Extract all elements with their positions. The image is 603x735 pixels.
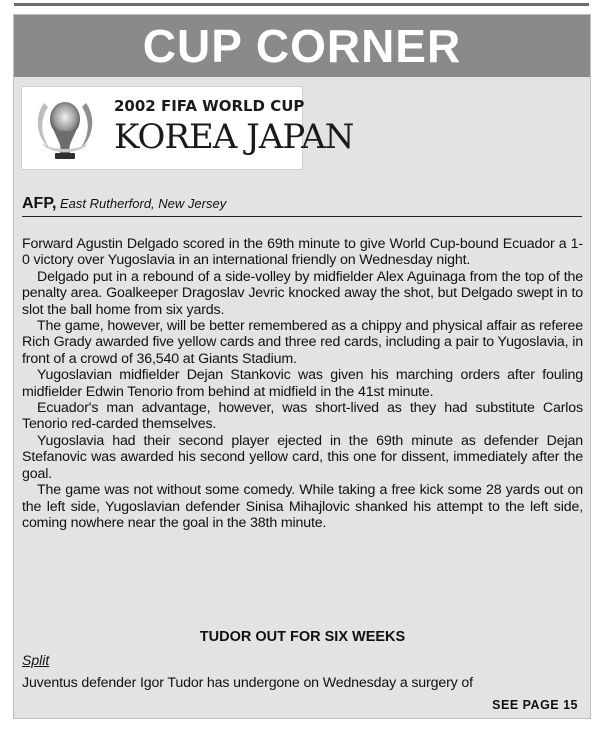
- article-paragraph: Forward Agustin Delgado scored in the 69th minute to give World Cup-bound Ecuador a 1-0 victory over Yugoslavia in an international friendly on Wednesday night.: [22, 236, 583, 269]
- dateline-rule: [22, 216, 582, 217]
- article-paragraph: The game, however, will be better remembered as a chippy and physical affair as referee Rich Grady awarded five yellow cards and three red cards, including a pair to Yugoslavia, in front of a crowd of 36,540 at Giants Stadium.: [22, 318, 583, 367]
- second-story-byline: Split: [22, 652, 50, 668]
- article-body: [22, 236, 583, 531]
- agency: AFP,: [22, 195, 57, 212]
- dateline-location: East Rutherford, New Jersey: [60, 196, 227, 211]
- section-banner: CUP CORNER: [14, 15, 590, 77]
- world-cup-logo: [21, 86, 354, 170]
- top-rule: [14, 3, 589, 6]
- world-cup-trophy-icon: [28, 93, 102, 163]
- cup-corner-panel: [13, 14, 591, 719]
- article-paragraph: Yugoslavia had their second player ejected in the 69th minute as defender Dejan Stefanovic was awarded his second yellow card, this one for dissent, immediately after the goal.: [22, 432, 583, 482]
- second-story-headline: TUDOR OUT FOR SIX WEEKS: [199, 629, 406, 645]
- article-paragraph: Delgado put in a rebound of a side-volley by midfielder Alex Aguinaga from the top of the penalty area. Goalkeeper Dragoslav Jevric knocked away the shot, but Delgado swept in to slot the ball home from six yards.: [22, 268, 583, 318]
- article-paragraph: The game was not without some comedy. While taking a free kick some 28 yards out on the left side, Yugoslavian defender Sinisa Mihajlovic shanked his attempt to the left side, coming nowhere near the goal in the 38th minute.: [22, 482, 583, 531]
- second-story-body: Juventus defender Igor Tudor has undergone on Wednesday a surgery of: [22, 675, 473, 691]
- logo-hosts: KOREA JAPAN: [114, 117, 354, 157]
- dateline: [22, 195, 226, 213]
- continuation-reference: SEE PAGE 15: [492, 698, 578, 712]
- article-paragraph: Yugoslavian midfielder Dejan Stankovic was given his marching orders after fouling midfielder Edwin Tenorio from behind at midfield in the 41st minute.: [22, 367, 583, 400]
- article-paragraph: Ecuador's man advantage, however, was short-lived as they had substitute Carlos Tenorio red-carded themselves.: [22, 400, 583, 433]
- logo-title: 2002 FIFA WORLD CUP: [114, 97, 305, 115]
